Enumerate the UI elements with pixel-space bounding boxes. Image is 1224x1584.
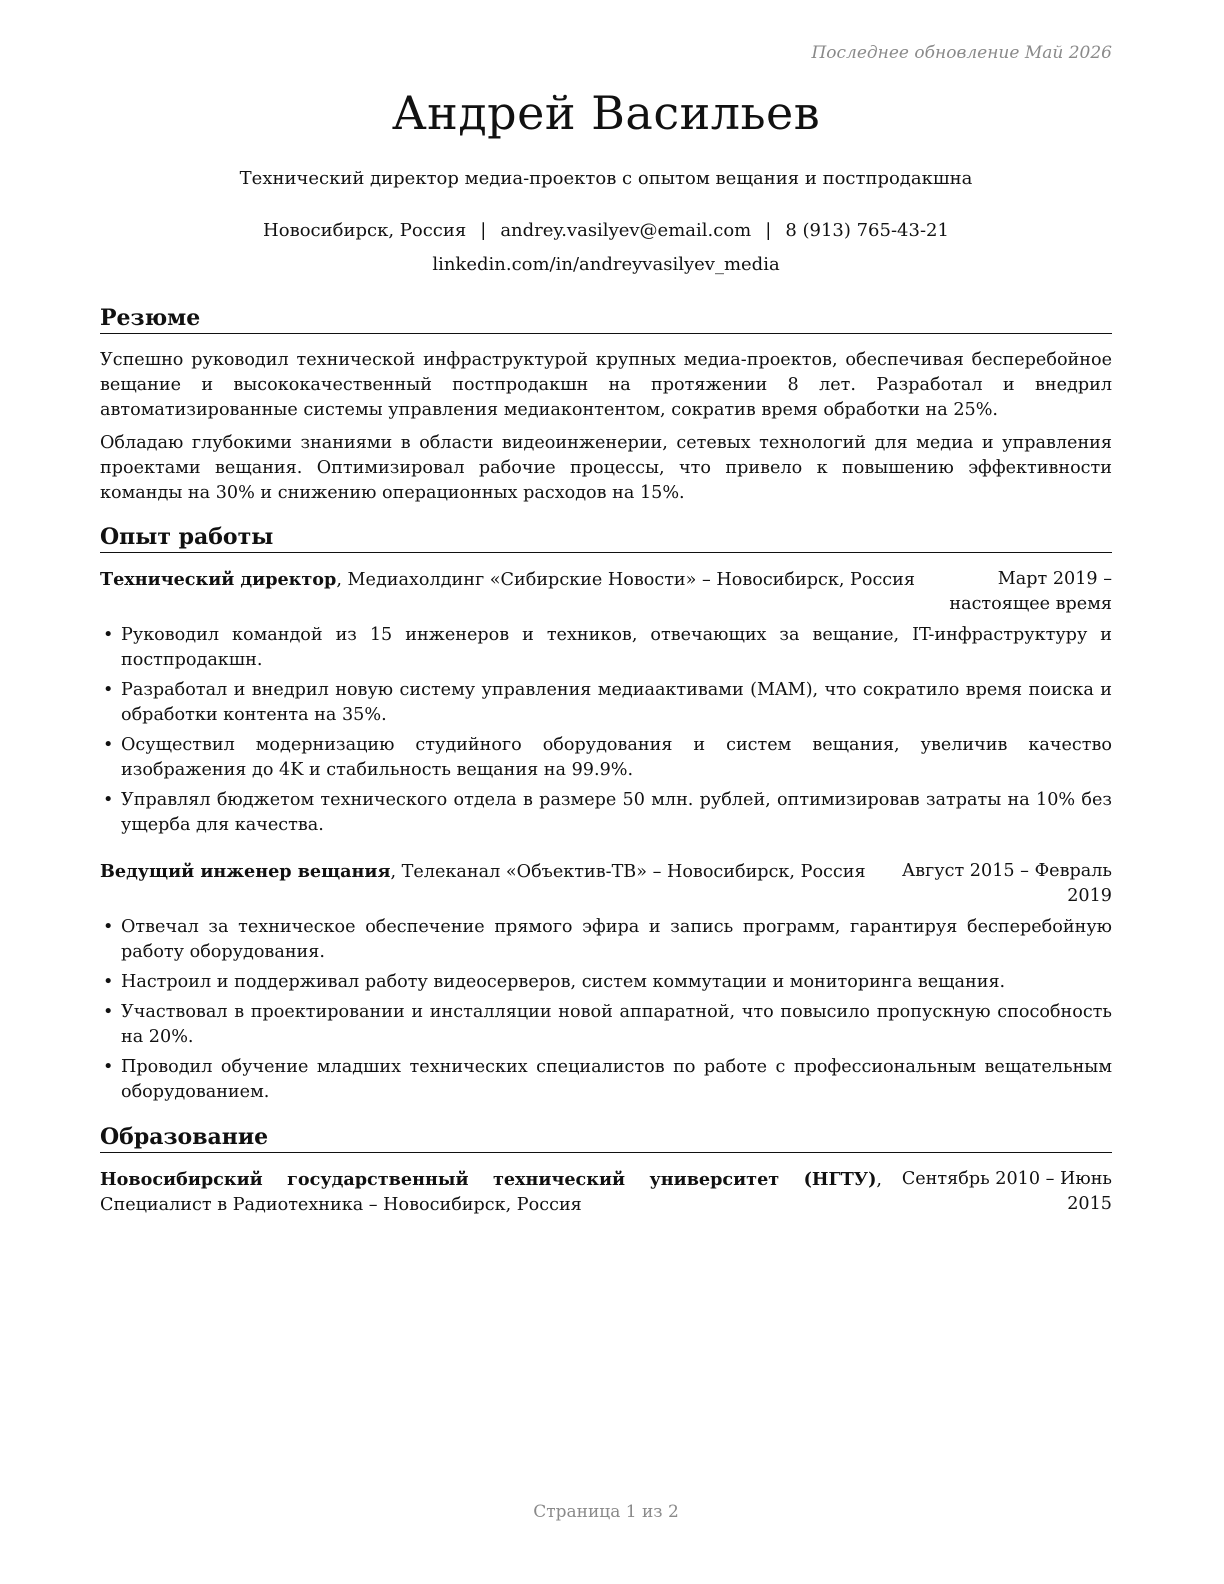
bullet-icon: • — [103, 790, 114, 810]
bullet-icon: • — [103, 680, 114, 700]
resume-page — [100, 0, 1112, 1584]
education-dates: Сентябрь 2010 – Июнь 2015 — [901, 1169, 1112, 1214]
experience-section — [100, 524, 1112, 1110]
tagline: Технический директор медиа-проектов с опытом вещания и постпродакшна — [239, 168, 973, 189]
list-item: • Участвовал в проектировании и инсталляции новой аппаратной, что повысило пропускную способность на 20%. — [103, 1002, 1112, 1047]
linkedin-link[interactable]: linkedin.com/in/andreyvasilyev_media — [432, 254, 780, 275]
list-item: • Разработал и внедрил новую систему управления медиаактивами (MAM), что сократило время поиска и обработки контента на 35%. — [103, 680, 1112, 725]
list-item: • Отвечал за техническое обеспечение прямого эфира и запись программ, гарантируя бесперебойную работу оборудования. — [103, 917, 1112, 962]
job-bullets — [100, 623, 1112, 838]
job-dates: Март 2019 – настоящее время — [949, 569, 1112, 614]
location: Новосибирск, Россия — [263, 220, 467, 241]
section-title-experience: Опыт работы — [100, 524, 1112, 553]
job-bullets — [100, 915, 1112, 1105]
section-title-education: Образование — [100, 1124, 1112, 1153]
summary-paragraph: Успешно руководил технической инфраструктурой крупных медиа-проектов, обеспечивая бесперебойное вещание и высококачественный постпродакшн на протяжении 8 лет. Разработал и внедрил автоматизированные системы управления медиаконтентом, сократив время обработки на 25%. — [100, 350, 1112, 420]
email-link[interactable]: andrey.vasilyev@email.com — [500, 220, 752, 241]
bullet-icon: • — [103, 917, 114, 937]
bullet-icon: • — [103, 1057, 114, 1077]
job-company: , Телеканал «Объектив-ТВ» – Новосибирск, Россия — [390, 862, 866, 882]
contact-line — [100, 220, 1112, 241]
separator: | — [480, 220, 487, 241]
job-company: , Медиахолдинг «Сибирские Новости» – Новосибирск, Россия — [336, 570, 915, 590]
list-item: • Руководил командой из 15 инженеров и техников, отвечающих за вещание, IT-инфраструктуру и постпродакшн. — [103, 625, 1112, 670]
section-title-summary: Резюме — [100, 305, 1112, 334]
education-entry — [100, 1167, 1112, 1218]
list-item: • Осуществил модернизацию студийного оборудования и систем вещания, увеличив качество изображения до 4K и стабильность вещания на 99.9%. — [103, 735, 1112, 780]
education-section — [100, 1124, 1112, 1224]
job-role: Технический директор — [100, 569, 337, 590]
bullet-icon: • — [103, 735, 114, 755]
summary-section — [100, 305, 1112, 514]
summary-paragraph: Обладаю глубокими знаниями в области видеоинженерии, сетевых технологий для медиа и управления проектами вещания. Оптимизировал рабочие процессы, что привело к повышению эффективности команды на 30% и снижению операционных расходов на 15%. — [100, 433, 1112, 503]
job-header — [100, 567, 1112, 617]
job-dates: Август 2015 – Февраль 2019 — [901, 861, 1112, 906]
education-details: , Специалист в Радиотехника – Новосибирск, Россия — [100, 1170, 882, 1215]
job-header — [100, 859, 1112, 909]
job-role: Ведущий инженер вещания — [100, 861, 391, 882]
page-number: Страница 1 из 2 — [533, 1502, 679, 1522]
list-item: • Проводил обучение младших технических специалистов по работе с профессиональным вещательным оборудованием. — [103, 1057, 1112, 1102]
bullet-icon: • — [103, 1002, 114, 1022]
separator: | — [765, 220, 772, 241]
last-updated: Последнее обновление Май 2026 — [811, 43, 1112, 63]
list-item: • Управлял бюджетом технического отдела в размере 50 млн. рублей, оптимизировав затраты на 10% без ущерба для качества. — [103, 790, 1112, 835]
list-item: • Настроил и поддерживал работу видеосерверов, систем коммутации и мониторинга вещания. — [100, 970, 1112, 995]
institution: Новосибирский государственный технический университет (НГТУ) — [100, 1169, 877, 1190]
bullet-icon: • — [103, 625, 114, 645]
phone: 8 (913) 765-43-21 — [785, 220, 949, 241]
candidate-name: Андрей Васильев — [391, 86, 821, 140]
bullet-icon: • — [103, 972, 114, 992]
